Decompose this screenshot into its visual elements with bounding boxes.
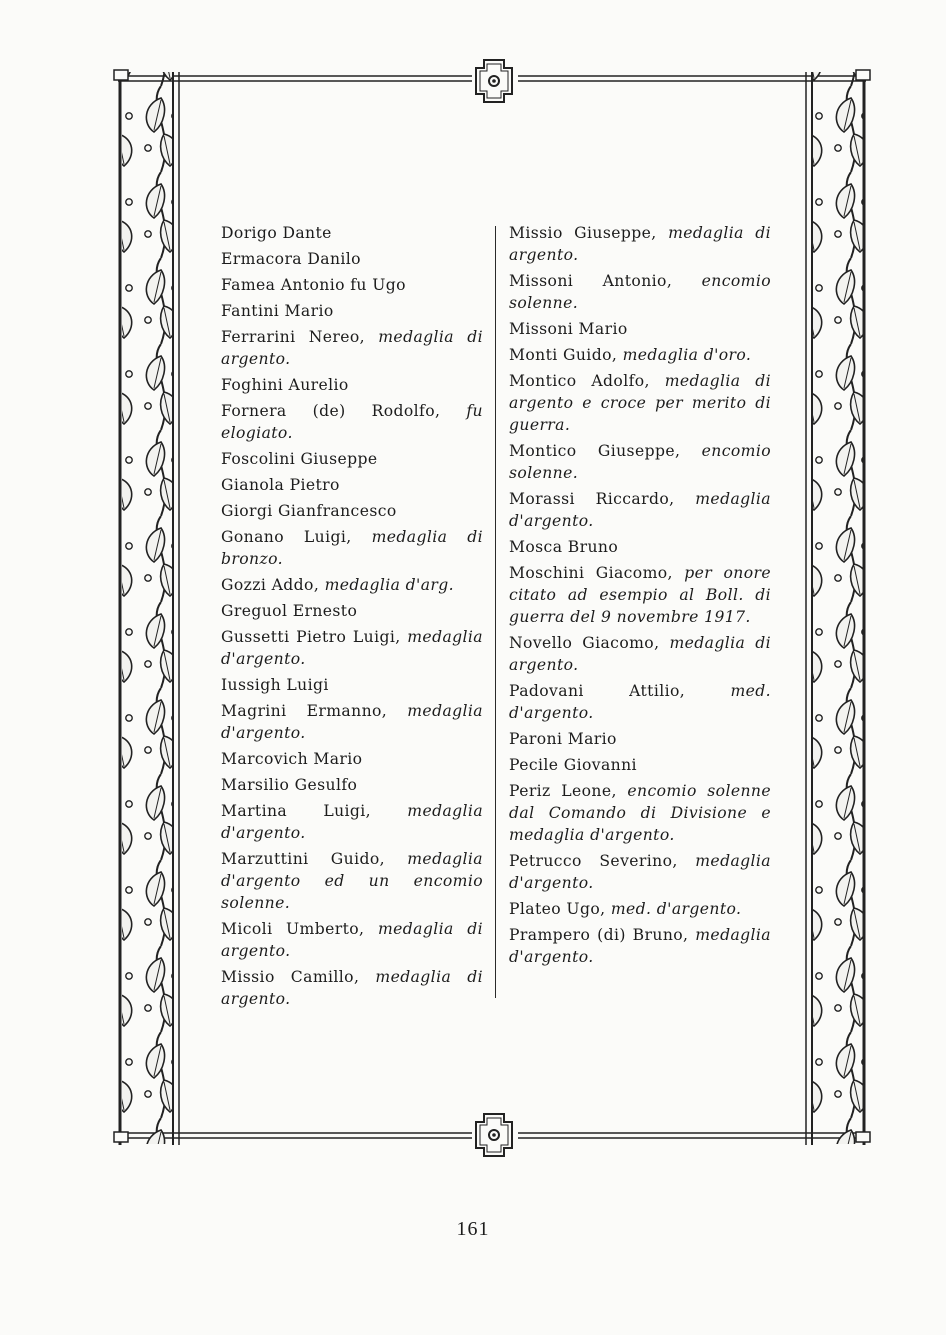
page-number: 161 bbox=[456, 1218, 490, 1240]
entry-honor: medaglia d'argento. bbox=[221, 702, 483, 742]
list-item bbox=[221, 300, 483, 322]
entry-name: Mosca Bruno bbox=[509, 538, 619, 556]
entry-name: Plateo Ugo, bbox=[509, 900, 606, 918]
list-item bbox=[221, 626, 483, 670]
entry-honor: medaglia d'argento ed un encomio solenne. bbox=[221, 850, 483, 912]
entry-name: Marzuttini Guido, bbox=[221, 850, 385, 868]
list-item bbox=[509, 488, 771, 532]
entry-name: Missio Giuseppe, bbox=[509, 224, 657, 242]
list-item bbox=[509, 318, 771, 340]
list-item bbox=[221, 274, 483, 296]
entry-name: Missoni Antonio, bbox=[509, 272, 673, 290]
list-item bbox=[509, 370, 771, 436]
entry-name: Pecile Giovanni bbox=[509, 756, 637, 774]
entry-name: Montico Adolfo, bbox=[509, 372, 650, 390]
entry-honor: medaglia d'argento. bbox=[221, 628, 483, 668]
entry-name: Fornera (de) Rodolfo, bbox=[221, 402, 441, 420]
list-item bbox=[221, 222, 483, 244]
entry-honor: medaglia di bronzo. bbox=[221, 528, 484, 568]
entry-name: Novello Giacomo, bbox=[509, 634, 660, 652]
entry-name: Padovani Attilio, bbox=[509, 682, 686, 700]
list-item bbox=[509, 270, 771, 314]
entry-name: Marsilio Gesulfo bbox=[221, 776, 358, 794]
list-item bbox=[221, 600, 483, 622]
entry-honor: per onore citato ad esempio al Boll. di guerra del 9 novembre 1917. bbox=[509, 564, 771, 626]
list-item bbox=[221, 966, 483, 1010]
list-item bbox=[509, 754, 771, 776]
entry-honor: fu elogiato. bbox=[221, 402, 483, 442]
list-item bbox=[221, 918, 483, 962]
entry-honor: medaglia d'arg. bbox=[324, 576, 455, 594]
entry-name: Dorigo Dante bbox=[221, 224, 332, 242]
list-item bbox=[221, 526, 483, 570]
entry-name: Moschini Giacomo, bbox=[509, 564, 673, 582]
entry-honor: encomio solenne. bbox=[509, 272, 771, 312]
entry-name: Missio Camillo, bbox=[221, 968, 360, 986]
right-column bbox=[509, 222, 771, 972]
column-divider bbox=[495, 226, 496, 998]
entry-name: Paroni Mario bbox=[509, 730, 617, 748]
entry-name: Prampero (di) Bruno, bbox=[509, 926, 689, 944]
cross-ornament-top bbox=[476, 60, 512, 102]
entry-name: Morassi Riccardo, bbox=[509, 490, 675, 508]
left-column bbox=[221, 222, 483, 1014]
list-item bbox=[221, 674, 483, 696]
list-item bbox=[509, 728, 771, 750]
entry-name: Gussetti Pietro Luigi, bbox=[221, 628, 401, 646]
list-item bbox=[221, 248, 483, 270]
entry-name: Micoli Umberto, bbox=[221, 920, 365, 938]
list-item bbox=[221, 848, 483, 914]
entry-name: Magrini Ermanno, bbox=[221, 702, 388, 720]
entry-honor: medaglia di argento. bbox=[509, 224, 772, 264]
list-item bbox=[221, 374, 483, 396]
entry-honor: medaglia di argento. bbox=[509, 634, 771, 674]
cross-ornament-bottom bbox=[476, 1114, 512, 1156]
entry-honor: encomio solenne dal Comando di Divisione e medaglia d'argento. bbox=[509, 782, 771, 844]
list-item bbox=[509, 562, 771, 628]
entry-honor: medaglia d'argento. bbox=[221, 802, 484, 842]
entry-honor: med. d'argento. bbox=[509, 682, 771, 722]
entry-name: Montico Giuseppe, bbox=[509, 442, 681, 460]
entry-name: Fantini Mario bbox=[221, 302, 334, 320]
entry-name: Gianola Pietro bbox=[221, 476, 340, 494]
list-item bbox=[221, 474, 483, 496]
entry-name: Iussigh Luigi bbox=[221, 676, 329, 694]
entry-name: Martina Luigi, bbox=[221, 802, 372, 820]
entry-honor: medaglia di argento. bbox=[221, 968, 483, 1008]
list-item bbox=[221, 326, 483, 370]
entry-name: Greguol Ernesto bbox=[221, 602, 358, 620]
list-item bbox=[221, 774, 483, 796]
list-item bbox=[509, 344, 771, 366]
entry-name: Famea Antonio fu Ugo bbox=[221, 276, 406, 294]
entry-honor: medaglia d'argento. bbox=[509, 490, 771, 530]
entry-name: Foghini Aurelio bbox=[221, 376, 349, 394]
entry-name: Petrucco Severino, bbox=[509, 852, 678, 870]
entry-honor: medaglia d'argento. bbox=[509, 852, 771, 892]
entry-honor: medaglia di argento. bbox=[221, 328, 483, 368]
entry-honor: medaglia d'argento. bbox=[509, 926, 771, 966]
entry-honor: med. d'argento. bbox=[610, 900, 742, 918]
entry-honor: medaglia di argento e croce per merito di guerra. bbox=[509, 372, 772, 434]
list-item bbox=[509, 536, 771, 558]
entry-honor: medaglia d'oro. bbox=[622, 346, 752, 364]
list-item bbox=[509, 632, 771, 676]
entry-name: Foscolini Giuseppe bbox=[221, 450, 378, 468]
list-item bbox=[509, 780, 771, 846]
entry-name: Giorgi Gianfrancesco bbox=[221, 502, 397, 520]
entry-name: Monti Guido, bbox=[509, 346, 618, 364]
list-item bbox=[509, 850, 771, 894]
entry-name: Ermacora Danilo bbox=[221, 250, 361, 268]
list-item bbox=[221, 400, 483, 444]
list-item bbox=[221, 574, 483, 596]
entry-honor: medaglia di argento. bbox=[221, 920, 484, 960]
list-item bbox=[509, 924, 771, 968]
list-item bbox=[509, 898, 771, 920]
entry-name: Marcovich Mario bbox=[221, 750, 363, 768]
list-item bbox=[509, 680, 771, 724]
list-item bbox=[221, 748, 483, 770]
entry-name: Gonano Luigi, bbox=[221, 528, 352, 546]
entry-name: Gozzi Addo, bbox=[221, 576, 320, 594]
list-item bbox=[221, 500, 483, 522]
entry-name: Ferrarini Nereo, bbox=[221, 328, 366, 346]
list-item bbox=[221, 448, 483, 470]
entry-name: Missoni Mario bbox=[509, 320, 628, 338]
entry-name: Periz Leone, bbox=[509, 782, 617, 800]
list-item bbox=[221, 700, 483, 744]
list-item bbox=[509, 222, 771, 266]
entry-honor: encomio solenne. bbox=[509, 442, 771, 482]
list-item bbox=[509, 440, 771, 484]
list-item bbox=[221, 800, 483, 844]
